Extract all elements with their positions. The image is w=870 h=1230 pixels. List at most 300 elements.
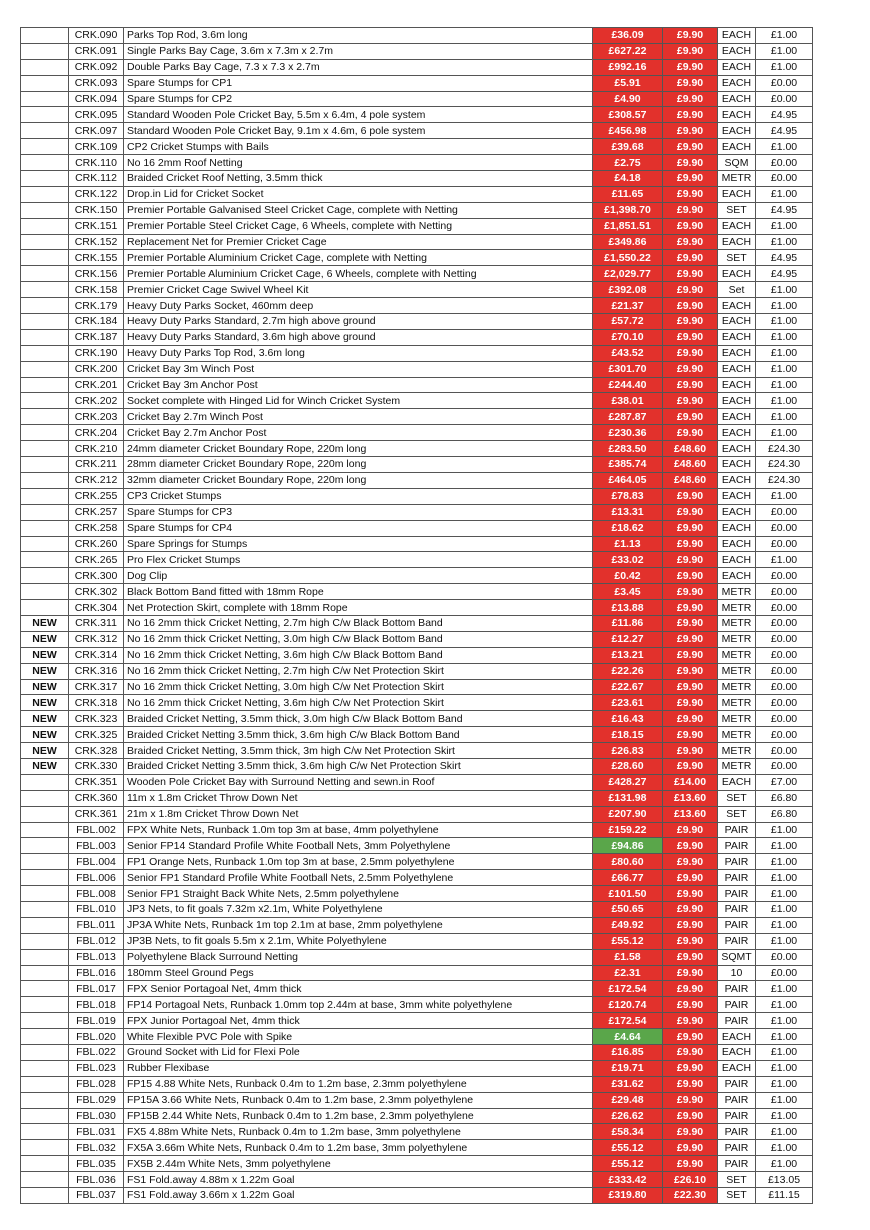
- product-price: £55.12: [593, 1156, 663, 1172]
- unit-of-sale: PAIR: [718, 1156, 756, 1172]
- unit-of-sale: PAIR: [718, 870, 756, 886]
- table-row: [21, 457, 813, 473]
- product-code: CRK.304: [69, 600, 124, 616]
- product-description: Spare Springs for Stumps: [124, 536, 593, 552]
- new-badge: [21, 345, 69, 361]
- product-price: £1.58: [593, 949, 663, 965]
- additional-charge: £1.00: [756, 361, 813, 377]
- product-code: CRK.260: [69, 536, 124, 552]
- unit-of-sale: PAIR: [718, 1092, 756, 1108]
- new-badge: [21, 91, 69, 107]
- new-badge: [21, 504, 69, 520]
- product-code: CRK.318: [69, 695, 124, 711]
- product-price: £11.86: [593, 615, 663, 631]
- additional-charge: £6.80: [756, 790, 813, 806]
- delivery-charge: £9.90: [663, 870, 718, 886]
- new-badge: NEW: [21, 679, 69, 695]
- product-description: Spare Stumps for CP1: [124, 75, 593, 91]
- product-description: FP15A 3.66 White Nets, Runback 0.4m to 1.2m base, 2.3mm polyethylene: [124, 1092, 593, 1108]
- new-badge: [21, 552, 69, 568]
- table-row: [21, 663, 813, 679]
- product-code: CRK.323: [69, 711, 124, 727]
- product-code: CRK.201: [69, 377, 124, 393]
- new-badge: [21, 250, 69, 266]
- delivery-charge: £9.90: [663, 314, 718, 330]
- product-price: £0.42: [593, 568, 663, 584]
- additional-charge: £1.00: [756, 218, 813, 234]
- additional-charge: £13.05: [756, 1172, 813, 1188]
- product-price: £301.70: [593, 361, 663, 377]
- table-row: [21, 266, 813, 282]
- delivery-charge: £9.90: [663, 377, 718, 393]
- unit-of-sale: EACH: [718, 393, 756, 409]
- price-list-table: [20, 27, 813, 1204]
- product-code: FBL.012: [69, 933, 124, 949]
- unit-of-sale: PAIR: [718, 854, 756, 870]
- unit-of-sale: EACH: [718, 75, 756, 91]
- additional-charge: £1.00: [756, 1076, 813, 1092]
- additional-charge: £1.00: [756, 1108, 813, 1124]
- additional-charge: £1.00: [756, 234, 813, 250]
- additional-charge: £1.00: [756, 870, 813, 886]
- product-price: £172.54: [593, 1013, 663, 1029]
- unit-of-sale: METR: [718, 631, 756, 647]
- new-badge: [21, 965, 69, 981]
- product-description: No 16 2mm thick Cricket Netting, 3.6m high C/w Net Protection Skirt: [124, 695, 593, 711]
- product-price: £283.50: [593, 441, 663, 457]
- table-row: [21, 107, 813, 123]
- table-row: [21, 886, 813, 902]
- new-badge: NEW: [21, 727, 69, 743]
- product-price: £333.42: [593, 1172, 663, 1188]
- product-description: No 16 2mm thick Cricket Netting, 2.7m high C/w Black Bottom Band: [124, 615, 593, 631]
- delivery-charge: £14.00: [663, 774, 718, 790]
- unit-of-sale: EACH: [718, 59, 756, 75]
- table-row: [21, 393, 813, 409]
- product-description: Premier Cricket Cage Swivel Wheel Kit: [124, 282, 593, 298]
- product-code: FBL.029: [69, 1092, 124, 1108]
- product-description: Cricket Bay 3m Anchor Post: [124, 377, 593, 393]
- product-price: £13.21: [593, 647, 663, 663]
- product-code: FBL.028: [69, 1076, 124, 1092]
- table-row: [21, 536, 813, 552]
- product-price: £78.83: [593, 488, 663, 504]
- product-description: Standard Wooden Pole Cricket Bay, 5.5m x 6.4m, 4 pole system: [124, 107, 593, 123]
- unit-of-sale: EACH: [718, 1029, 756, 1045]
- new-badge: [21, 981, 69, 997]
- unit-of-sale: EACH: [718, 552, 756, 568]
- table-row: [21, 1013, 813, 1029]
- new-badge: [21, 1076, 69, 1092]
- product-price: £4.64: [593, 1029, 663, 1045]
- additional-charge: £0.00: [756, 647, 813, 663]
- delivery-charge: £9.90: [663, 218, 718, 234]
- product-description: FP1 Orange Nets, Runback 1.0m top 3m at base, 2.5mm polyethylene: [124, 854, 593, 870]
- new-badge: [21, 266, 69, 282]
- product-price: £101.50: [593, 886, 663, 902]
- product-code: CRK.190: [69, 345, 124, 361]
- additional-charge: £1.00: [756, 59, 813, 75]
- product-description: FPX White Nets, Runback 1.0m top 3m at base, 4mm polyethylene: [124, 822, 593, 838]
- product-code: FBL.004: [69, 854, 124, 870]
- delivery-charge: £9.90: [663, 631, 718, 647]
- product-price: £319.80: [593, 1188, 663, 1204]
- new-badge: [21, 870, 69, 886]
- new-badge: [21, 457, 69, 473]
- delivery-charge: £9.90: [663, 901, 718, 917]
- product-description: Senior FP14 Standard Profile White Football Nets, 3mm Polyethylene: [124, 838, 593, 854]
- table-row: [21, 1124, 813, 1140]
- product-description: Double Parks Bay Cage, 7.3 x 7.3 x 2.7m: [124, 59, 593, 75]
- unit-of-sale: PAIR: [718, 1013, 756, 1029]
- delivery-charge: £9.90: [663, 202, 718, 218]
- new-badge: [21, 600, 69, 616]
- unit-of-sale: PAIR: [718, 822, 756, 838]
- product-description: JP3 Nets, to fit goals 7.32m x2.1m, White Polyethylene: [124, 901, 593, 917]
- delivery-charge: £9.90: [663, 107, 718, 123]
- unit-of-sale: EACH: [718, 1045, 756, 1061]
- new-badge: [21, 822, 69, 838]
- new-badge: [21, 1029, 69, 1045]
- product-description: Braided Cricket Netting 3.5mm thick, 3.6m high C/w Net Protection Skirt: [124, 758, 593, 774]
- product-code: FBL.016: [69, 965, 124, 981]
- additional-charge: £1.00: [756, 345, 813, 361]
- delivery-charge: £9.90: [663, 552, 718, 568]
- table-row: [21, 1140, 813, 1156]
- product-description: White Flexible PVC Pole with Spike: [124, 1029, 593, 1045]
- additional-charge: £1.00: [756, 409, 813, 425]
- table-row: [21, 472, 813, 488]
- new-badge: NEW: [21, 647, 69, 663]
- table-row: [21, 743, 813, 759]
- product-price: £428.27: [593, 774, 663, 790]
- unit-of-sale: EACH: [718, 139, 756, 155]
- product-price: £12.27: [593, 631, 663, 647]
- product-code: FBL.037: [69, 1188, 124, 1204]
- product-description: CP3 Cricket Stumps: [124, 488, 593, 504]
- additional-charge: £0.00: [756, 663, 813, 679]
- product-description: Replacement Net for Premier Cricket Cage: [124, 234, 593, 250]
- new-badge: [21, 1188, 69, 1204]
- product-price: £94.86: [593, 838, 663, 854]
- delivery-charge: £9.90: [663, 266, 718, 282]
- product-price: £50.65: [593, 901, 663, 917]
- additional-charge: £0.00: [756, 695, 813, 711]
- product-code: CRK.156: [69, 266, 124, 282]
- table-row: [21, 250, 813, 266]
- product-description: No 16 2mm thick Cricket Netting, 3.0m high C/w Black Bottom Band: [124, 631, 593, 647]
- table-row: [21, 361, 813, 377]
- table-row: [21, 758, 813, 774]
- unit-of-sale: EACH: [718, 504, 756, 520]
- product-price: £1.13: [593, 536, 663, 552]
- delivery-charge: £9.90: [663, 886, 718, 902]
- product-code: CRK.151: [69, 218, 124, 234]
- additional-charge: £1.00: [756, 822, 813, 838]
- delivery-charge: £9.90: [663, 822, 718, 838]
- product-price: £29.48: [593, 1092, 663, 1108]
- product-description: 21m x 1.8m Cricket Throw Down Net: [124, 806, 593, 822]
- delivery-charge: £9.90: [663, 520, 718, 536]
- product-code: FBL.011: [69, 917, 124, 933]
- product-description: FP15B 2.44 White Nets, Runback 0.4m to 1.2m base, 2.3mm polyethylene: [124, 1108, 593, 1124]
- additional-charge: £1.00: [756, 1156, 813, 1172]
- table-row: [21, 155, 813, 171]
- additional-charge: £1.00: [756, 997, 813, 1013]
- product-description: Braided Cricket Netting 3.5mm thick, 3.6m high C/w Black Bottom Band: [124, 727, 593, 743]
- unit-of-sale: SET: [718, 1188, 756, 1204]
- table-row: [21, 1092, 813, 1108]
- product-code: CRK.311: [69, 615, 124, 631]
- additional-charge: £24.30: [756, 441, 813, 457]
- product-price: £392.08: [593, 282, 663, 298]
- table-row: [21, 75, 813, 91]
- product-description: JP3A White Nets, Runback 1m top 2.1m at base, 2mm polyethylene: [124, 917, 593, 933]
- product-code: FBL.013: [69, 949, 124, 965]
- product-price: £55.12: [593, 1140, 663, 1156]
- unit-of-sale: METR: [718, 695, 756, 711]
- additional-charge: £1.00: [756, 1060, 813, 1076]
- additional-charge: £4.95: [756, 202, 813, 218]
- product-description: Rubber Flexibase: [124, 1060, 593, 1076]
- product-code: CRK.316: [69, 663, 124, 679]
- new-badge: NEW: [21, 631, 69, 647]
- table-row: [21, 901, 813, 917]
- product-code: CRK.202: [69, 393, 124, 409]
- product-price: £627.22: [593, 43, 663, 59]
- delivery-charge: £22.30: [663, 1188, 718, 1204]
- new-badge: [21, 1172, 69, 1188]
- additional-charge: £1.00: [756, 1013, 813, 1029]
- delivery-charge: £9.90: [663, 123, 718, 139]
- product-description: FX5B 2.44m White Nets, 3mm polyethylene: [124, 1156, 593, 1172]
- product-code: CRK.092: [69, 59, 124, 75]
- product-code: FBL.003: [69, 838, 124, 854]
- table-row: [21, 1108, 813, 1124]
- product-code: FBL.031: [69, 1124, 124, 1140]
- product-description: FP14 Portagoal Nets, Runback 1.0mm top 2.44m at base, 3mm white polyethylene: [124, 997, 593, 1013]
- product-code: CRK.095: [69, 107, 124, 123]
- product-description: Senior FP1 Standard Profile White Football Nets, 2.5mm Polyethylene: [124, 870, 593, 886]
- unit-of-sale: EACH: [718, 774, 756, 790]
- new-badge: [21, 1060, 69, 1076]
- product-description: Cricket Bay 2.7m Winch Post: [124, 409, 593, 425]
- delivery-charge: £9.90: [663, 933, 718, 949]
- product-code: CRK.179: [69, 298, 124, 314]
- table-row: [21, 774, 813, 790]
- new-badge: [21, 28, 69, 44]
- product-price: £349.86: [593, 234, 663, 250]
- product-code: CRK.361: [69, 806, 124, 822]
- product-description: No 16 2mm thick Cricket Netting, 2.7m high C/w Net Protection Skirt: [124, 663, 593, 679]
- table-row: [21, 854, 813, 870]
- unit-of-sale: METR: [718, 711, 756, 727]
- product-code: CRK.312: [69, 631, 124, 647]
- product-code: CRK.097: [69, 123, 124, 139]
- table-row: [21, 727, 813, 743]
- product-code: CRK.255: [69, 488, 124, 504]
- product-code: CRK.093: [69, 75, 124, 91]
- new-badge: [21, 234, 69, 250]
- product-code: CRK.200: [69, 361, 124, 377]
- product-description: Premier Portable Galvanised Steel Cricket Cage, complete with Netting: [124, 202, 593, 218]
- product-description: Senior FP1 Straight Back White Nets, 2.5mm polyethylene: [124, 886, 593, 902]
- product-price: £26.62: [593, 1108, 663, 1124]
- product-code: CRK.155: [69, 250, 124, 266]
- unit-of-sale: EACH: [718, 345, 756, 361]
- product-code: FBL.010: [69, 901, 124, 917]
- delivery-charge: £9.90: [663, 584, 718, 600]
- new-badge: [21, 282, 69, 298]
- table-row: [21, 298, 813, 314]
- unit-of-sale: PAIR: [718, 1108, 756, 1124]
- unit-of-sale: SET: [718, 1172, 756, 1188]
- product-price: £287.87: [593, 409, 663, 425]
- table-row: [21, 806, 813, 822]
- additional-charge: £7.00: [756, 774, 813, 790]
- unit-of-sale: EACH: [718, 234, 756, 250]
- unit-of-sale: SQM: [718, 155, 756, 171]
- new-badge: [21, 949, 69, 965]
- new-badge: [21, 1045, 69, 1061]
- product-price: £1,550.22: [593, 250, 663, 266]
- product-price: £120.74: [593, 997, 663, 1013]
- product-description: No 16 2mm thick Cricket Netting, 3.0m high C/w Net Protection Skirt: [124, 679, 593, 695]
- delivery-charge: £9.90: [663, 409, 718, 425]
- delivery-charge: £9.90: [663, 250, 718, 266]
- product-price: £244.40: [593, 377, 663, 393]
- additional-charge: £4.95: [756, 266, 813, 282]
- product-description: Ground Socket with Lid for Flexi Pole: [124, 1045, 593, 1061]
- additional-charge: £1.00: [756, 1124, 813, 1140]
- additional-charge: £0.00: [756, 171, 813, 187]
- product-description: CP2 Cricket Stumps with Bails: [124, 139, 593, 155]
- additional-charge: £1.00: [756, 425, 813, 441]
- delivery-charge: £9.90: [663, 917, 718, 933]
- additional-charge: £1.00: [756, 393, 813, 409]
- delivery-charge: £9.90: [663, 965, 718, 981]
- delivery-charge: £9.90: [663, 155, 718, 171]
- product-price: £207.90: [593, 806, 663, 822]
- product-description: Wooden Pole Cricket Bay with Surround Netting and sewn.in Roof: [124, 774, 593, 790]
- unit-of-sale: SET: [718, 790, 756, 806]
- additional-charge: £1.00: [756, 329, 813, 345]
- unit-of-sale: EACH: [718, 91, 756, 107]
- new-badge: [21, 171, 69, 187]
- additional-charge: £0.00: [756, 679, 813, 695]
- new-badge: [21, 901, 69, 917]
- product-price: £43.52: [593, 345, 663, 361]
- additional-charge: £1.00: [756, 488, 813, 504]
- table-row: [21, 917, 813, 933]
- delivery-charge: £9.90: [663, 615, 718, 631]
- new-badge: [21, 1140, 69, 1156]
- product-price: £464.05: [593, 472, 663, 488]
- product-description: FPX Senior Portagoal Net, 4mm thick: [124, 981, 593, 997]
- additional-charge: £1.00: [756, 186, 813, 202]
- additional-charge: £1.00: [756, 552, 813, 568]
- product-price: £16.85: [593, 1045, 663, 1061]
- product-description: FP15 4.88 White Nets, Runback 0.4m to 1.2m base, 2.3mm polyethylene: [124, 1076, 593, 1092]
- product-description: Premier Portable Aluminium Cricket Cage, complete with Netting: [124, 250, 593, 266]
- product-description: No 16 2mm Roof Netting: [124, 155, 593, 171]
- unit-of-sale: EACH: [718, 488, 756, 504]
- unit-of-sale: EACH: [718, 457, 756, 473]
- additional-charge: £1.00: [756, 1140, 813, 1156]
- delivery-charge: £9.90: [663, 1076, 718, 1092]
- product-code: CRK.210: [69, 441, 124, 457]
- new-badge: [21, 886, 69, 902]
- new-badge: [21, 298, 69, 314]
- table-row: [21, 377, 813, 393]
- delivery-charge: £9.90: [663, 298, 718, 314]
- additional-charge: £1.00: [756, 1045, 813, 1061]
- product-description: Cricket Bay 2.7m Anchor Post: [124, 425, 593, 441]
- unit-of-sale: EACH: [718, 425, 756, 441]
- product-price: £16.43: [593, 711, 663, 727]
- product-price: £13.88: [593, 600, 663, 616]
- product-code: CRK.330: [69, 758, 124, 774]
- additional-charge: £4.95: [756, 250, 813, 266]
- additional-charge: £4.95: [756, 123, 813, 139]
- unit-of-sale: EACH: [718, 520, 756, 536]
- table-row: [21, 631, 813, 647]
- unit-of-sale: EACH: [718, 377, 756, 393]
- new-badge: [21, 472, 69, 488]
- unit-of-sale: SET: [718, 250, 756, 266]
- table-row: [21, 790, 813, 806]
- new-badge: [21, 854, 69, 870]
- product-description: FS1 Fold.away 3.66m x 1.22m Goal: [124, 1188, 593, 1204]
- unit-of-sale: EACH: [718, 329, 756, 345]
- additional-charge: £0.00: [756, 568, 813, 584]
- new-badge: [21, 520, 69, 536]
- product-description: Polyethylene Black Surround Netting: [124, 949, 593, 965]
- unit-of-sale: METR: [718, 647, 756, 663]
- product-description: Spare Stumps for CP2: [124, 91, 593, 107]
- additional-charge: £1.00: [756, 886, 813, 902]
- unit-of-sale: SET: [718, 202, 756, 218]
- new-badge: [21, 75, 69, 91]
- table-row: [21, 838, 813, 854]
- table-row: [21, 981, 813, 997]
- additional-charge: £1.00: [756, 377, 813, 393]
- table-row: [21, 43, 813, 59]
- product-code: CRK.212: [69, 472, 124, 488]
- unit-of-sale: METR: [718, 600, 756, 616]
- product-description: Parks Top Rod, 3.6m long: [124, 28, 593, 44]
- delivery-charge: £9.90: [663, 1124, 718, 1140]
- product-price: £33.02: [593, 552, 663, 568]
- product-description: Heavy Duty Parks Socket, 460mm deep: [124, 298, 593, 314]
- product-code: FBL.017: [69, 981, 124, 997]
- delivery-charge: £9.90: [663, 949, 718, 965]
- table-row: [21, 139, 813, 155]
- product-price: £172.54: [593, 981, 663, 997]
- unit-of-sale: METR: [718, 171, 756, 187]
- table-row: [21, 600, 813, 616]
- product-description: FX5A 3.66m White Nets, Runback 0.4m to 1.2m base, 3mm polyethylene: [124, 1140, 593, 1156]
- table-row: [21, 949, 813, 965]
- product-code: CRK.325: [69, 727, 124, 743]
- additional-charge: £0.00: [756, 520, 813, 536]
- product-code: CRK.314: [69, 647, 124, 663]
- delivery-charge: £26.10: [663, 1172, 718, 1188]
- new-badge: [21, 774, 69, 790]
- table-row: [21, 1188, 813, 1204]
- product-price: £131.98: [593, 790, 663, 806]
- product-price: £4.18: [593, 171, 663, 187]
